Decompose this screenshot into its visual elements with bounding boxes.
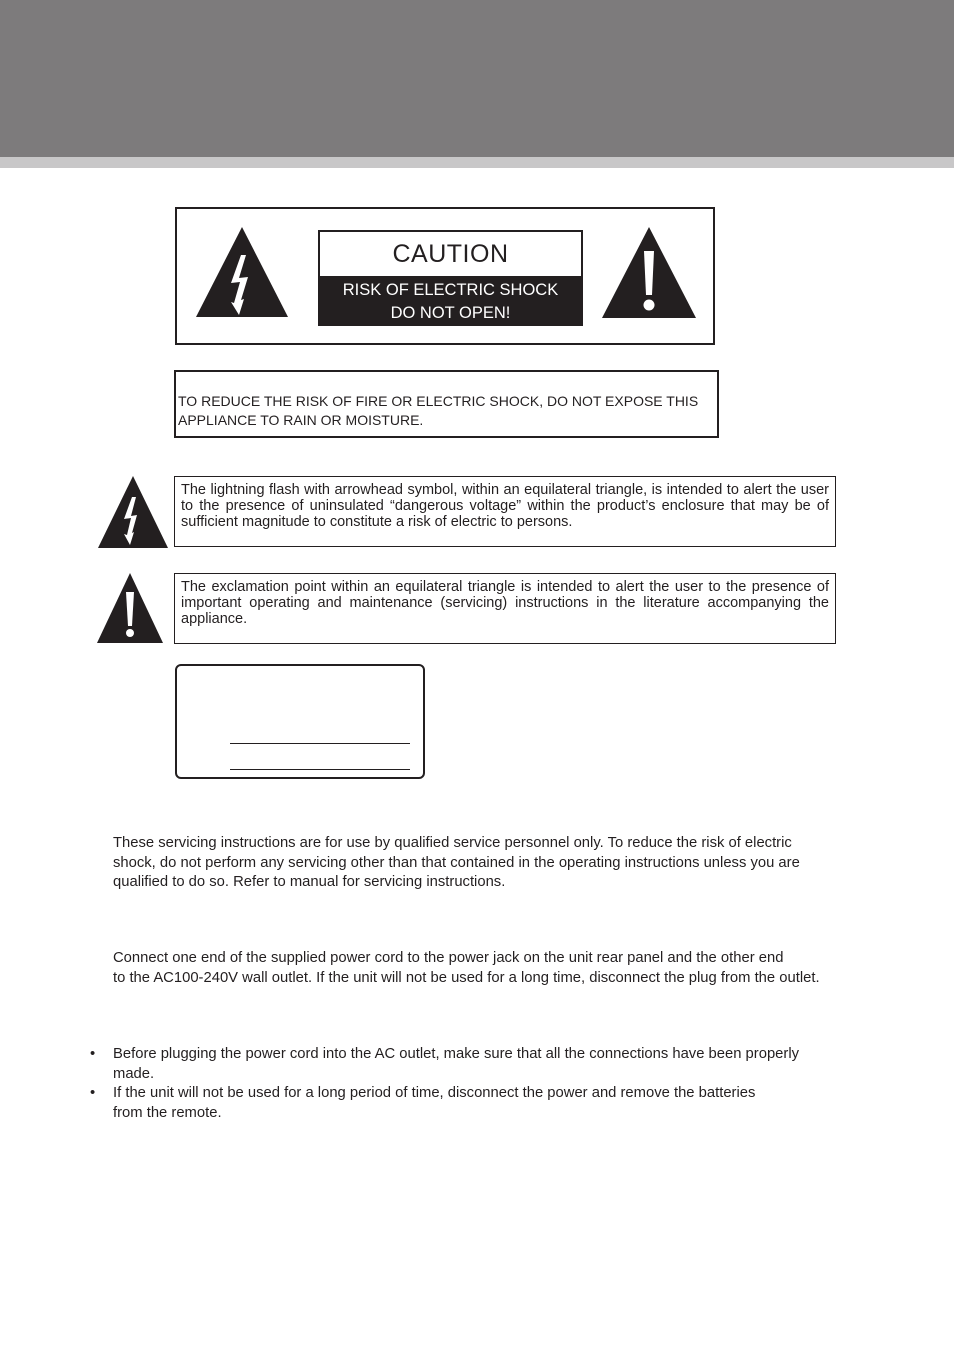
caution-line-1: RISK OF ELECTRIC SHOCK bbox=[342, 281, 559, 299]
note-item bbox=[113, 1084, 873, 1123]
exclamation-triangle-icon bbox=[96, 572, 164, 644]
moisture-warning-box bbox=[174, 370, 719, 438]
servicing-line: shock, do not perform any servicing other than that contained in the operating instructions unless you are bbox=[113, 854, 800, 871]
lightning-explanation-box bbox=[174, 476, 836, 547]
blank-line bbox=[230, 769, 410, 770]
servicing-line: These servicing instructions are for use by qualified service personnel only. To reduce the risk of electric bbox=[113, 835, 792, 851]
header-stripe bbox=[0, 157, 954, 168]
lightning-triangle-icon bbox=[194, 225, 290, 318]
exclamation-explanation-text: The exclamation point within an equilateral triangle is intended to alert the user to the presence of important operating and maintenance (servicing) instructions in the literature accompanying the appliance. bbox=[181, 579, 829, 627]
bullet: • bbox=[90, 1085, 96, 1101]
lightning-triangle-icon bbox=[97, 475, 169, 549]
power-line: to the AC100-240V wall outlet. If the unit will not be used for a long time, disconnect the plug from the outlet. bbox=[113, 969, 820, 986]
blank-line bbox=[230, 743, 410, 744]
serial-label-box bbox=[175, 664, 425, 779]
note-line: Before plugging the power cord into the AC outlet, make sure that all the connections have been properly bbox=[113, 1046, 800, 1062]
warning-line-1: TO REDUCE THE RISK OF FIRE OR ELECTRIC SHOCK, DO NOT EXPOSE THIS bbox=[178, 393, 699, 409]
lightning-explanation-text: The lightning flash with arrowhead symbol, within an equilateral triangle, is intended to alert the user to the presence of uninsulated “dangerous voltage” within the product’s enclosure that may be of sufficient magnitude to constitute a risk of electric to persons. bbox=[181, 482, 829, 530]
note-line: If the unit will not be used for a long period of time, disconnect the power and remove the batteries bbox=[113, 1085, 756, 1101]
note-line: from the remote. bbox=[113, 1104, 222, 1121]
bullet: • bbox=[90, 1046, 96, 1062]
warning-line-2: APPLIANCE TO RAIN OR MOISTURE. bbox=[178, 412, 424, 428]
note-line: made. bbox=[113, 1065, 155, 1082]
header-band bbox=[0, 0, 954, 157]
caution-subtitle bbox=[320, 276, 581, 326]
caution-label bbox=[318, 230, 583, 326]
power-line: Connect one end of the supplied power cord to the power jack on the unit rear panel and the other end bbox=[113, 950, 784, 966]
servicing-paragraph bbox=[113, 834, 873, 893]
moisture-warning-text bbox=[178, 392, 698, 430]
caution-line-2: DO NOT OPEN! bbox=[390, 304, 511, 322]
caution-title: CAUTION bbox=[392, 240, 509, 268]
exclamation-triangle-icon bbox=[600, 225, 698, 320]
power-paragraph bbox=[113, 949, 873, 988]
note-item bbox=[113, 1045, 873, 1084]
exclamation-explanation-box bbox=[174, 573, 836, 644]
servicing-line: qualified to do so. Refer to manual for servicing instructions. bbox=[113, 874, 506, 890]
